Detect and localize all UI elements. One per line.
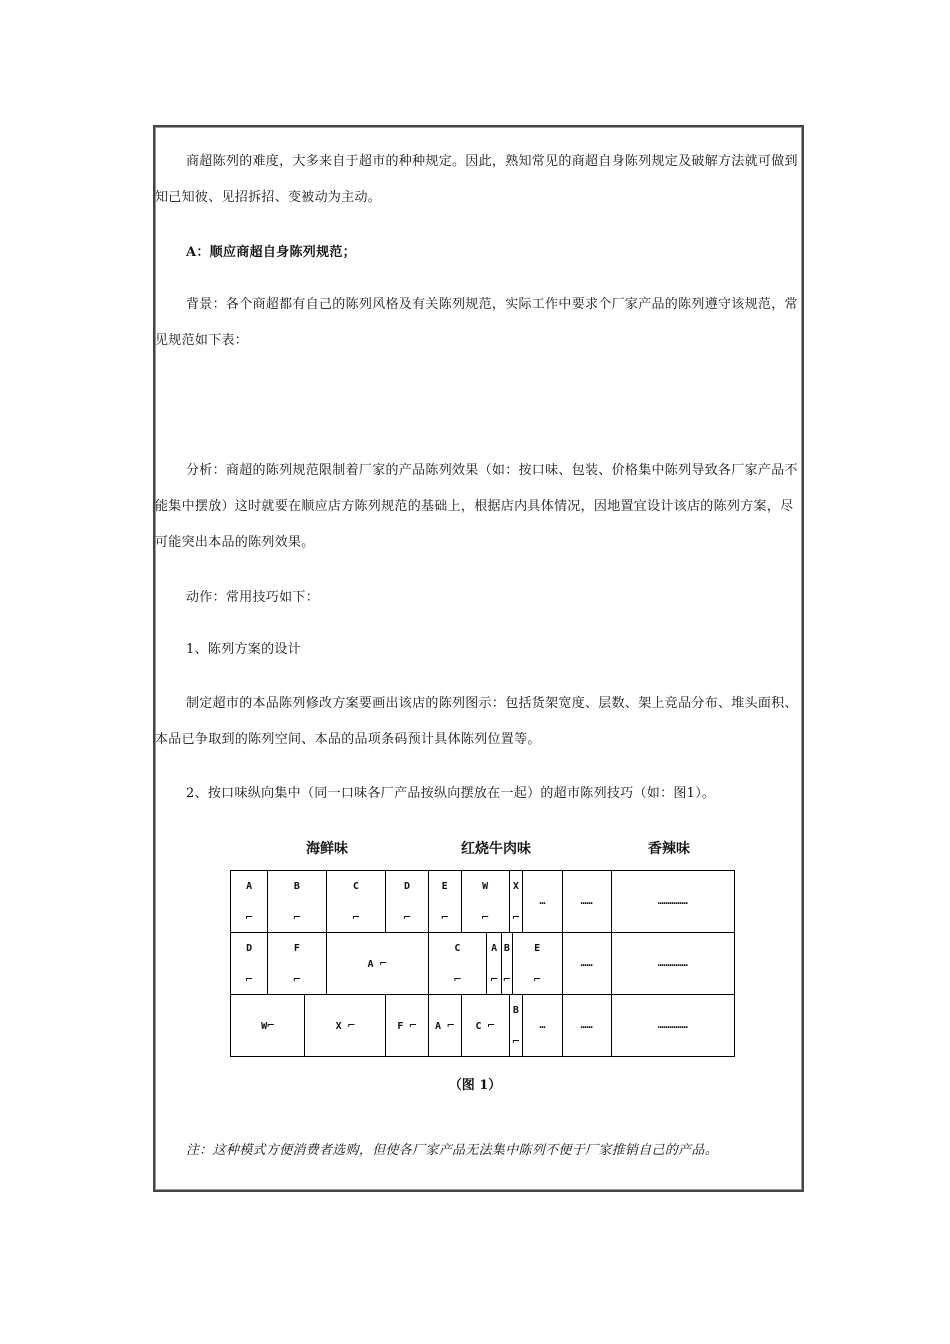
shelf-cell: W⌐	[231, 995, 305, 1057]
flavor-spicy: 香辣味	[648, 841, 690, 857]
shelf-cell: A ⌐	[428, 995, 461, 1057]
paragraph-step-1: 1、陈列方案的设计	[186, 642, 301, 657]
paragraph-step-1-detail: 制定超市的本品陈列修改方案要画出该店的陈列图示：包括货架宽度、层数、架上竞品分布、堆头面积、本品已争取到的陈列空间、本品的品项条码预计具体陈列位置等。	[155, 696, 798, 747]
shelf-cell: ……………	[611, 933, 734, 995]
shelf-cell: ……………	[611, 871, 734, 933]
shelf-cell: …	[523, 871, 562, 933]
shelf-cell: A ⌐	[487, 933, 502, 995]
paragraph-note: 注：这种模式方便消费者选购，但使各厂家产品无法集中陈列不便于厂家推销自己的产品。	[186, 1143, 719, 1158]
section-heading-a: A：顺应商超自身陈列规范；	[186, 245, 356, 260]
shelf-cell: ……	[562, 871, 611, 933]
shelf-cell: ……………	[611, 995, 734, 1057]
shelf-cell: B ⌐	[509, 995, 523, 1057]
shelf-cell: …	[523, 995, 562, 1057]
paragraph-action: 动作：常用技巧如下：	[186, 590, 320, 605]
shelf-cell: B ⌐	[502, 933, 513, 995]
shelf-cell: F ⌐	[268, 933, 326, 995]
shelf-cell: F ⌐	[386, 995, 429, 1057]
flavor-seafood: 海鲜味	[306, 841, 348, 857]
shelf-cell: D ⌐	[231, 933, 268, 995]
shelf-cell: E ⌐	[428, 871, 461, 933]
paragraph-analysis: 分析：商超的陈列规范限制着厂家的产品陈列效果（如：按口味、包装、价格集中陈列导致各厂家产品不能集中摆放）这时就要在顺应店方陈列规范的基础上，根据店内具体情况，因地置宜设计该店的陈列方案，尽可能突出本品的陈列效果。	[155, 463, 798, 550]
paragraph-step-2: 2、按口味纵向集中（同一口味各厂产品按纵向摆放在一起）的超市陈列技巧（如：图1）。	[186, 786, 716, 801]
shelf-cell: C ⌐	[326, 871, 386, 933]
shelf-cell: X ⌐	[305, 995, 386, 1057]
shelf-diagram	[230, 870, 735, 1057]
paragraph-intro: 商超陈列的难度，大多来自于超市的种种规定。因此，熟知常见的商超自身陈列规定及破解方法就可做到知己知彼、见招拆招、变被动为主动。	[155, 154, 798, 205]
figure-caption: （图 1）	[448, 1078, 502, 1093]
shelf-cell: B ⌐	[268, 871, 326, 933]
shelf-cell: ……	[562, 995, 611, 1057]
shelf-cell: A ⌐	[326, 933, 428, 995]
shelf-cell: C ⌐	[461, 995, 509, 1057]
paragraph-background: 背景：各个商超都有自己的陈列风格及有关陈列规范，实际工作中要求个厂家产品的陈列遵守该规范，常见规范如下表：	[155, 297, 798, 348]
shelf-cell: A ⌐	[231, 871, 268, 933]
shelf-cell: D ⌐	[386, 871, 429, 933]
shelf-cell: E ⌐	[512, 933, 562, 995]
shelf-cell: ……	[562, 933, 611, 995]
flavor-braised-beef: 红烧牛肉味	[461, 841, 531, 857]
shelf-cell: X ⌐	[509, 871, 523, 933]
shelf-cell: W ⌐	[461, 871, 509, 933]
shelf-cell: C ⌐	[428, 933, 486, 995]
